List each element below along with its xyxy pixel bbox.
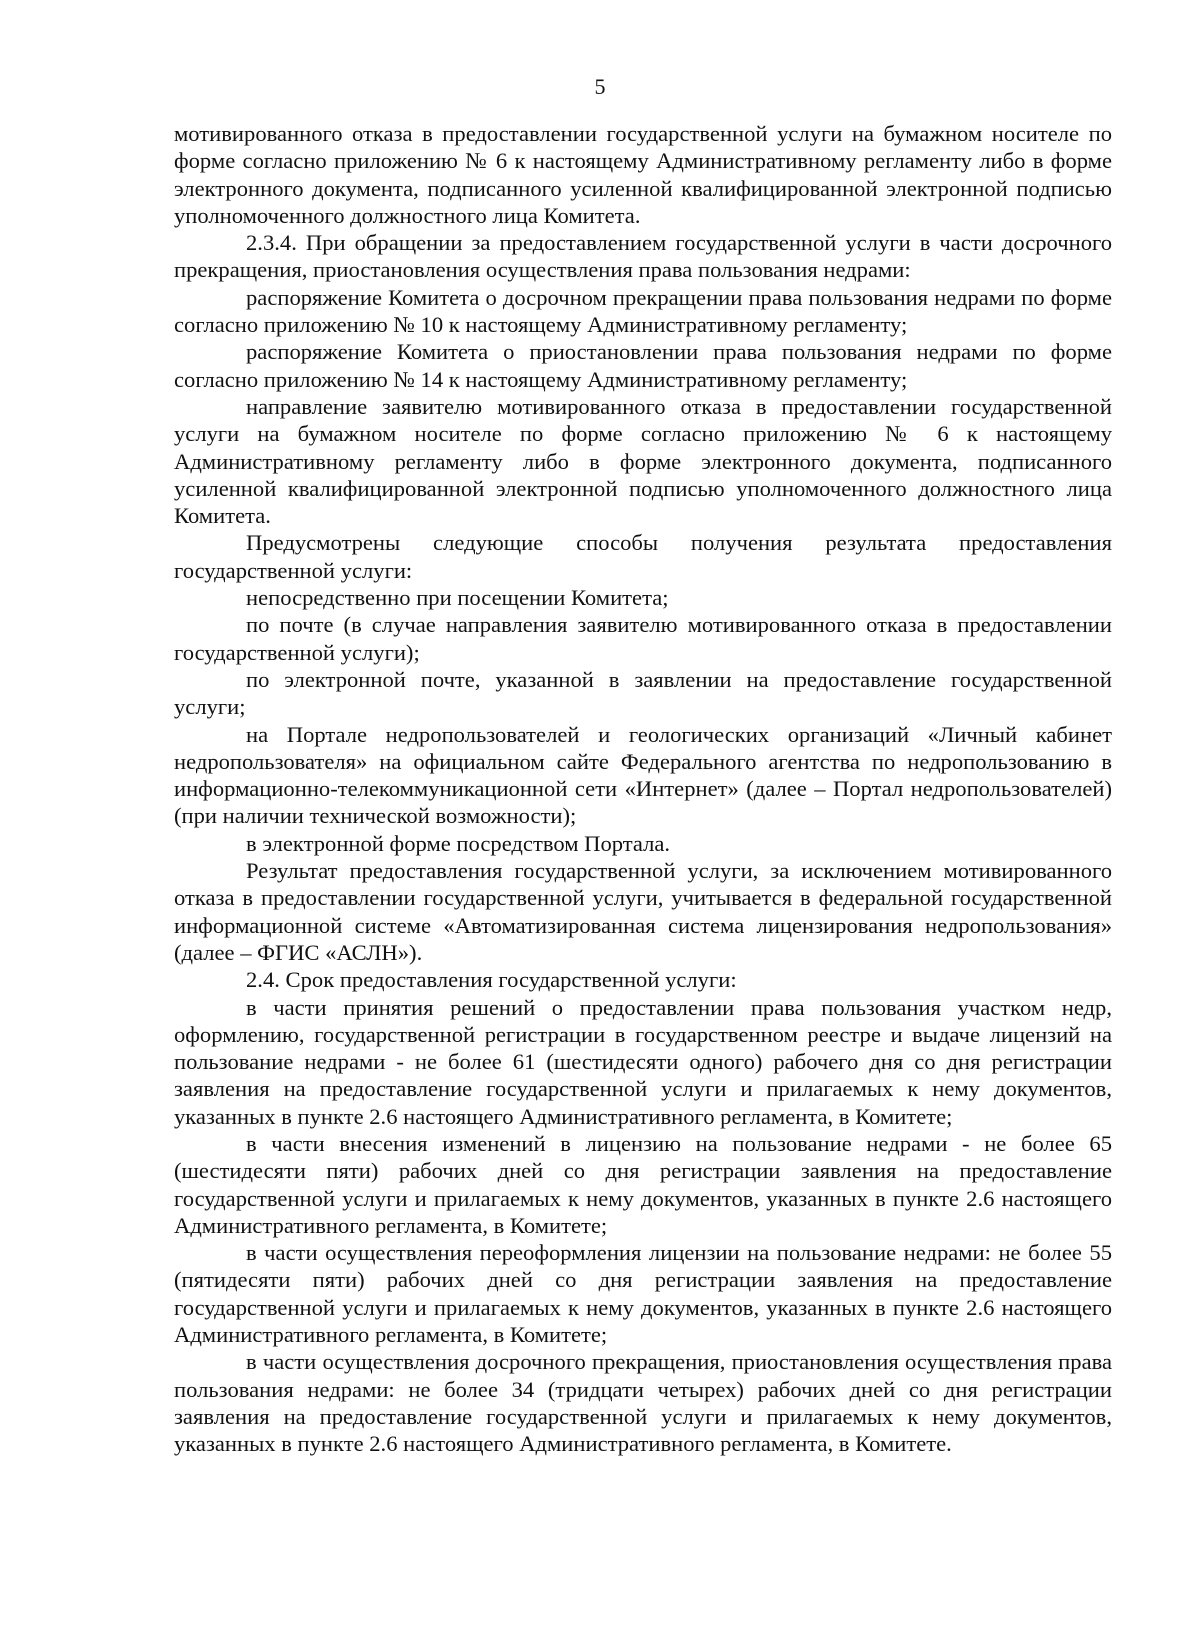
paragraph-suspension-order: распоряжение Комитета о приостановлении права пользования недрами по форме согласно приложению № 14 к настоящему Административному регламенту; bbox=[174, 339, 1112, 392]
paragraph-2-3-4: 2.3.4. При обращении за предоставлением государственной услуги в части досрочного прекращения, приостановления осуществления права пользования недрами: bbox=[174, 230, 1112, 283]
paragraph-term-termination: в части осуществления досрочного прекращения, приостановления осуществления права пользования недрами: не более 34 (тридцати четырех) рабочих дней со дня регистрации заявления на предоставление государственной услуги и прилагаемых к нему документов, указанных в пункте 2.6 настоящего Административного регламента, в Комитете. bbox=[174, 1349, 1112, 1457]
paragraph-continuation: мотивированного отказа в предоставлении государственной услуги на бумажном носителе по форме согласно приложению № 6 к настоящему Административному регламенту либо в форме электронного документа, подписанного усиленной квалифицированной электронной подписью уполномоченного должностного лица Комитета. bbox=[174, 121, 1112, 228]
paragraph-result-recorded: Результат предоставления государственной услуги, за исключением мотивированного отказа в предоставлении государственной услуги, учитывается в федеральной государственной информационной системе «Автоматизированная система лицензирования недропользования» (далее – ФГИС «АСЛН»). bbox=[174, 858, 1112, 965]
paragraph-electronic-portal: в электронной форме посредством Портала. bbox=[246, 830, 671, 856]
paragraph-2-4-heading: 2.4. Срок предоставления государственной услуги: bbox=[246, 967, 737, 993]
paragraph-term-amend: в части внесения изменений в лицензию на пользование недрами - не более 65 (шестидесяти пяти) рабочих дней со дня регистрации заявления на предоставление государственной услуги и прилагаемых к нему документов, указанных в пункте 2.6 настоящего Административного регламента, в Комитете; bbox=[174, 1130, 1112, 1238]
paragraph-by-mail: по почте (в случае направления заявителю мотивированного отказа в предоставлении государственной услуги); bbox=[174, 612, 1112, 665]
page-number: 5 bbox=[594, 74, 606, 99]
paragraph-refusal: направление заявителю мотивированного отказа в предоставлении государственной услуги на бумажном носителе по форме согласно приложению № 6 к настоящему Административному регламенту либо в форме электронного документа, подписанного усиленной квалифицированной электронной подписью уполномоченного должностного лица Комитета. bbox=[174, 393, 1112, 529]
paragraph-in-person: непосредственно при посещении Комитета; bbox=[246, 585, 669, 611]
paragraph-term-grant: в части принятия решений о предоставлении права пользования участком недр, оформлению, государственной регистрации в государственном реестре и выдаче лицензий на пользование недрами - не более 61 (шестидесяти одного) рабочего дня со дня регистрации заявления на предоставление государственной услуги и прилагаемых к нему документов, указанных в пункте 2.6 настоящего Административного регламента, в Комитете; bbox=[174, 994, 1112, 1129]
document-body bbox=[174, 120, 1112, 1458]
paragraph-term-reissue: в части осуществления переоформления лицензии на пользование недрами: не более 55 (пятидесяти пяти) рабочих дней со дня регистрации заявления на предоставление государственной услуги и прилагаемых к нему документов, указанных в пункте 2.6 настоящего Административного регламента, в Комитете; bbox=[174, 1240, 1112, 1348]
paragraph-result-methods: Предусмотрены следующие способы получения результата предоставления государственной услуги: bbox=[174, 530, 1112, 583]
paragraph-early-termination-order: распоряжение Комитета о досрочном прекращении права пользования недрами по форме согласно приложению № 10 к настоящему Административному регламенту; bbox=[174, 284, 1112, 338]
paragraph-subsoil-portal: на Портале недропользователей и геологических организаций «Личный кабинет недропользователя» на официальном сайте Федерального агентства по недропользованию в информационно-телекоммуникационной сети «Интернет» (далее – Портал недропользователей) (при наличии технической возможности); bbox=[174, 721, 1112, 829]
paragraph-by-email: по электронной почте, указанной в заявлении на предоставление государственной услуги; bbox=[174, 666, 1112, 720]
